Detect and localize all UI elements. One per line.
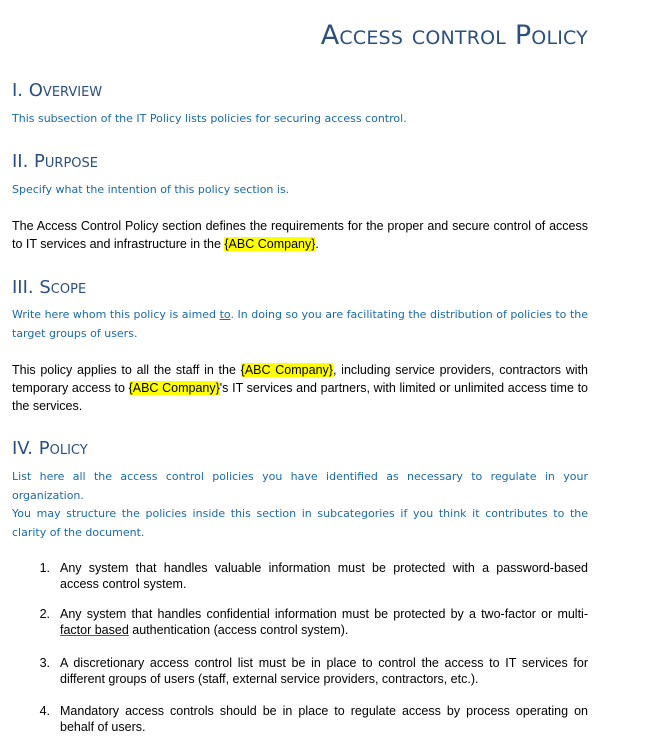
scope-body-text: This policy applies to all the staff in the [12, 363, 241, 377]
scope-body-text-3: 's IT services and partners, with limited or unlimited access time to the services. [12, 381, 589, 413]
heading-overview: I. Overview [12, 80, 103, 101]
list-item-text [60, 606, 588, 638]
scope-note-underlined: to [219, 308, 231, 321]
list-item-text: Any system that handles valuable information must be protected with a password-based access control system. [60, 561, 588, 591]
list-item-number: 1. [39, 561, 50, 575]
list-item-number: 3. [39, 656, 50, 670]
company-placeholder: {ABC Company} [240, 363, 333, 377]
scope-note-text-end: . In doing so you are facilitating the distribution of policies to the target groups of users. [12, 308, 588, 340]
heading-scope: III. Scope [12, 277, 87, 298]
scope-body-text-2: , including service providers, contractors with temporary access to [12, 363, 588, 395]
purpose-body-text: The Access Control Policy section defines the requirements for the proper and secure control of access to IT services and infrastructure in the [12, 219, 588, 251]
list-item-text: A discretionary access control list must be in place to control the access to IT services for different groups of users (staff, external service providers, contractors, etc.). [60, 656, 588, 686]
list-item-underlined: factor based [60, 623, 129, 637]
scope-body [12, 361, 588, 415]
heading-purpose: II. Purpose [12, 151, 99, 172]
policy-note-2: You may structure the policies inside this section in subcategories if you think it contributes to the clarity of the document. [12, 507, 588, 539]
policy-note-1: List here all the access control policies you have identified as necessary to regulate in your organization. [12, 470, 588, 502]
list-item-text-a: Any system that handles confidential information must be protected by a two-factor or multi- [60, 607, 588, 621]
company-placeholder: {ABC Company} [128, 381, 220, 395]
purpose-body-end: . [315, 237, 319, 251]
list-item-number: 4. [39, 704, 50, 718]
heading-policy: IV. Policy [12, 438, 88, 459]
scope-note-text: Write here whom this policy is aimed [12, 308, 220, 321]
overview-note: This subsection of the IT Policy lists policies for securing access control. [12, 112, 407, 125]
company-placeholder: {ABC Company} [224, 237, 316, 251]
purpose-body [12, 217, 588, 253]
list-item-number: 2. [39, 607, 50, 621]
list-item-text-b: authentication (access control system). [128, 623, 349, 637]
scope-note [12, 305, 588, 343]
purpose-note: Specify what the intention of this policy section is. [12, 183, 290, 196]
document-title: Access control Policy [320, 20, 588, 51]
list-item-text: Mandatory access controls should be in place to regulate access by process operating on behalf of users. [60, 704, 588, 734]
